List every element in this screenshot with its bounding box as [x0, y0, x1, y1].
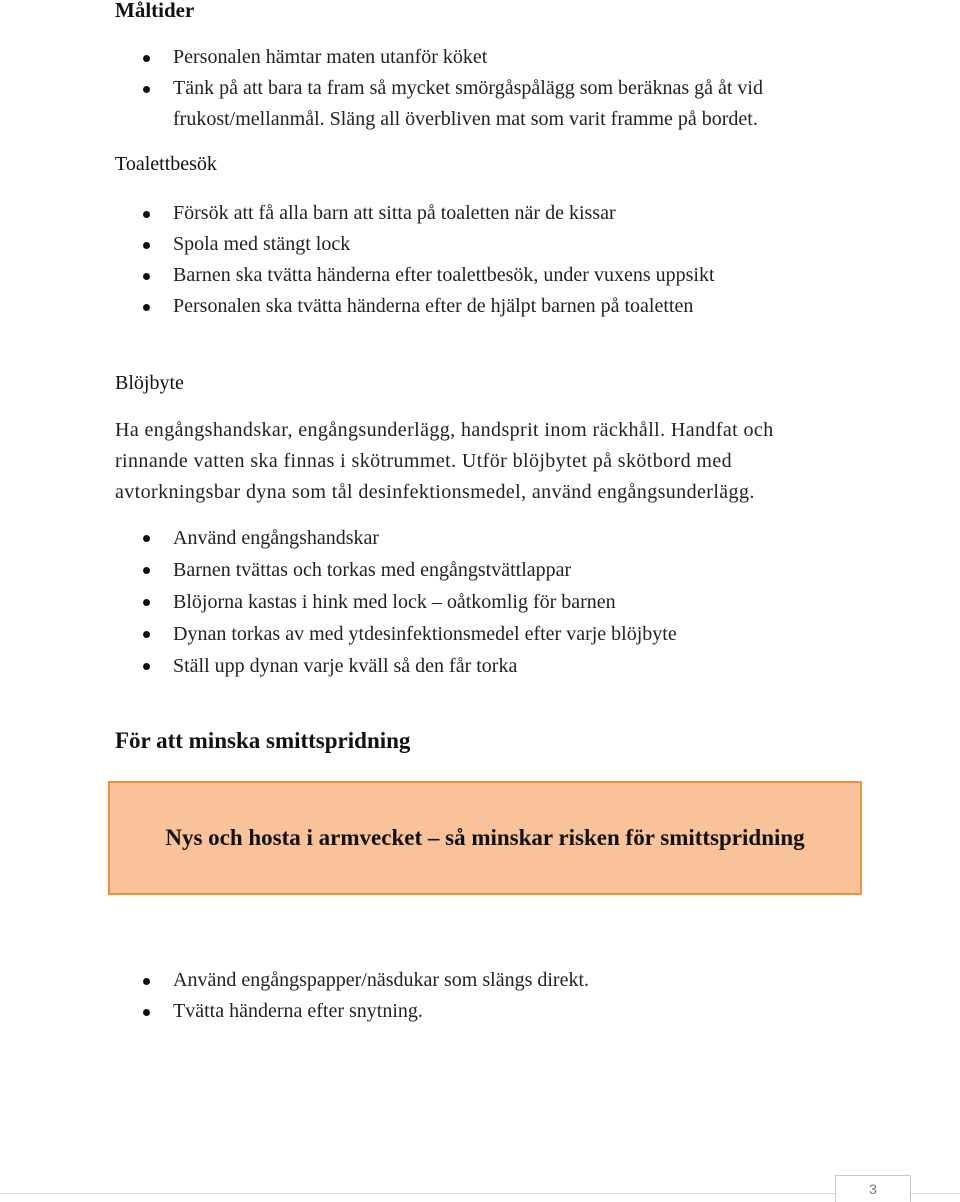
- list-item: Personalen hämtar maten utanför köket: [0, 42, 763, 73]
- list-item: Blöjorna kastas i hink med lock – oåtkomlig för barnen: [0, 586, 677, 618]
- list-item: Spola med stängt lock: [0, 229, 715, 260]
- list-maltider: [0, 42, 763, 135]
- list-item: Barnen tvättas och torkas med engångstvättlappar: [0, 554, 677, 586]
- list-item: Personalen ska tvätta händerna efter de hjälpt barnen på toaletten: [0, 291, 715, 322]
- list-item: Tvätta händerna efter snytning.: [0, 996, 589, 1027]
- list-smittspridning: [0, 965, 589, 1027]
- list-blojbyte: [0, 522, 677, 682]
- blojbyte-paragraph: [115, 415, 875, 508]
- list-item: Barnen ska tvätta händerna efter toalettbesök, under vuxens uppsikt: [0, 260, 715, 291]
- footer-divider: [0, 1193, 960, 1194]
- callout-text: Nys och hosta i armvecket – så minskar risken för smittspridning: [165, 825, 805, 850]
- list-item: Försök att få alla barn att sitta på toaletten när de kissar: [0, 198, 715, 229]
- page-number: 3: [835, 1175, 911, 1202]
- paragraph-line: rinnande vatten ska finnas i skötrummet. Utför blöjbytet på skötbord med: [115, 450, 733, 472]
- heading-smittspridning: För att minska smittspridning: [115, 728, 411, 753]
- paragraph-line: Ha engångshandskar, engångsunderlägg, handsprit inom räckhåll. Handfat och: [115, 419, 774, 441]
- heading-maltider: Måltider: [115, 0, 195, 22]
- heading-blojbyte: Blöjbyte: [115, 372, 184, 394]
- callout-box: [108, 781, 862, 895]
- list-item: Ställ upp dynan varje kväll så den får torka: [0, 650, 677, 682]
- list-item: Använd engångshandskar: [0, 522, 677, 554]
- heading-toalettbesok: Toalettbesök: [115, 153, 217, 175]
- list-item: Använd engångspapper/näsdukar som slängs direkt.: [0, 965, 589, 996]
- list-toalettbesok: [0, 198, 715, 322]
- list-item: Dynan torkas av med ytdesinfektionsmedel efter varje blöjbyte: [0, 618, 677, 650]
- list-item-continuation: frukost/mellanmål. Släng all överbliven mat som varit framme på bordet.: [173, 108, 758, 130]
- list-item: Tänk på att bara ta fram så mycket smörgåspålägg som beräknas gå åt vid: [0, 73, 763, 104]
- paragraph-line: avtorkningsbar dyna som tål desinfektionsmedel, använd engångsunderlägg.: [115, 481, 755, 503]
